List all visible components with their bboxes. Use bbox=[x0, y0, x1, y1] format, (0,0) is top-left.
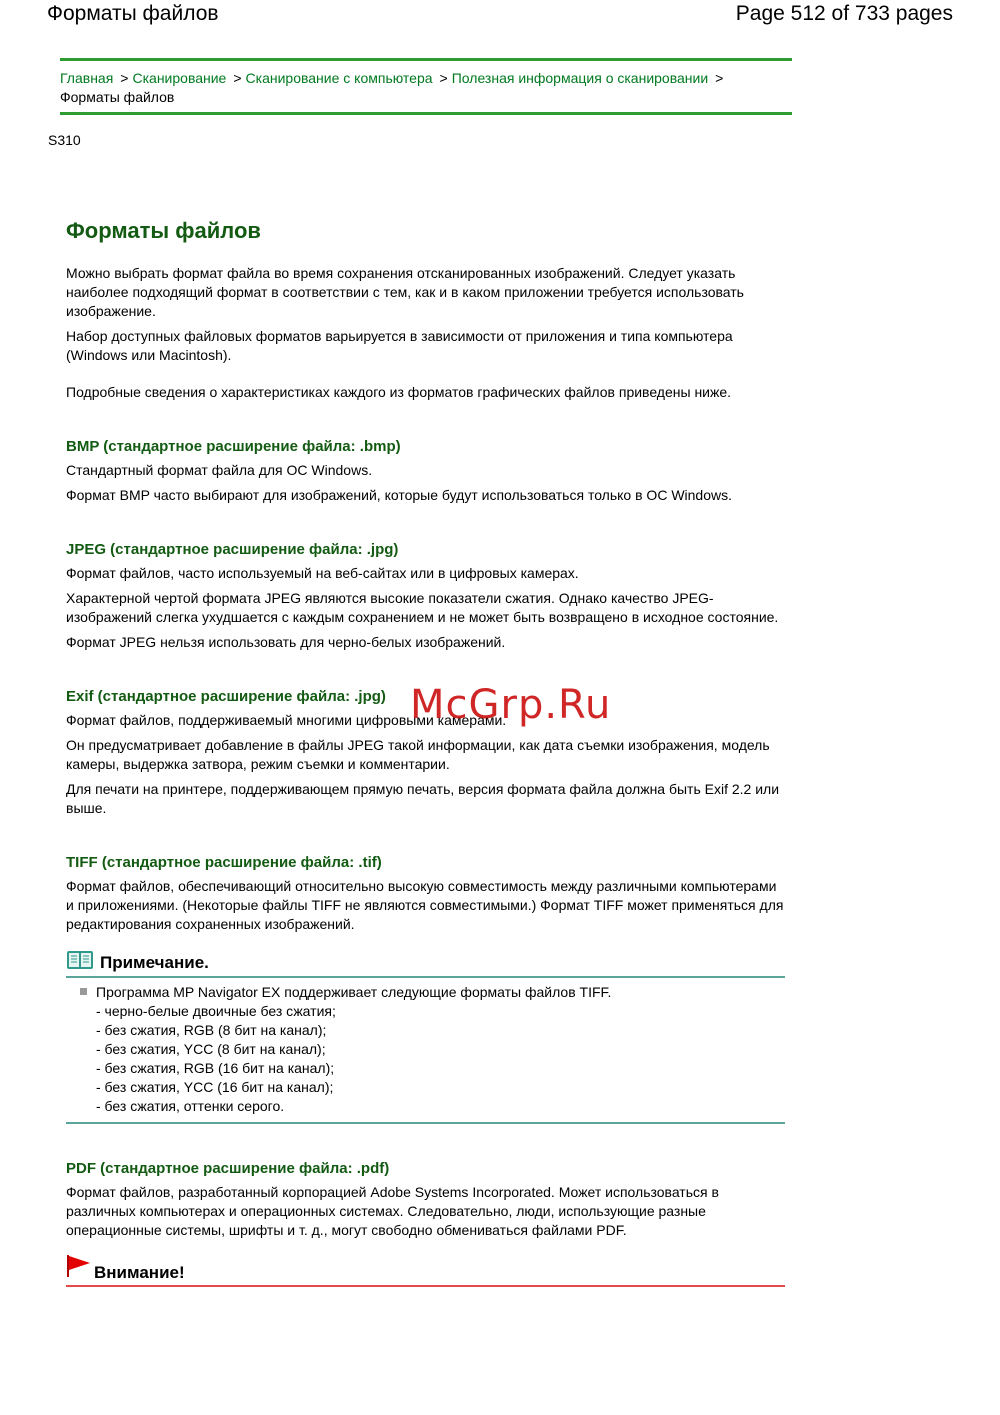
note-title: Примечание. bbox=[100, 952, 209, 972]
note-header bbox=[66, 950, 785, 978]
section-title: Exif (стандартное расширение файла: .jpg) bbox=[66, 688, 386, 705]
section-paragraph: Характерной чертой формата JPEG являются высокие показатели сжатия. Однако качество JPEG-изображений слегка ухудшается с каждым сохранением и не может быть возвращено в исходное состояние. bbox=[66, 590, 779, 625]
section-paragraph: Формат файлов, разработанный корпорацией Adobe Systems Incorporated. Может использоваться в различных компьютерах и операционных системах. Следовательно, люди, использующие разные операционные системы, шрифты и т. д., могут свободно обмениваться файлами PDF. bbox=[66, 1184, 719, 1238]
page-title: Форматы файлов bbox=[47, 2, 219, 25]
section-title: JPEG (стандартное расширение файла: .jpg) bbox=[66, 541, 399, 558]
note-body bbox=[66, 978, 785, 1124]
intro-paragraph: Можно выбрать формат файла во время сохранения отсканированных изображений. Следует указать наиболее подходящий формат в соответствии с тем, как и в каком приложении требуется использовать изображение. bbox=[66, 265, 744, 319]
note-sub-item: - без сжатия, RGB (8 бит на канал); bbox=[96, 1022, 327, 1038]
note-item-text: Программа MP Navigator EX поддерживает следующие форматы файлов TIFF. bbox=[96, 984, 612, 1000]
section-title: BMP (стандартное расширение файла: .bmp) bbox=[66, 438, 401, 455]
warning-header bbox=[66, 1254, 785, 1287]
square-bullet-icon bbox=[80, 988, 87, 995]
section-paragraph: Формат JPEG нельзя использовать для черно-белых изображений. bbox=[66, 634, 506, 650]
book-icon bbox=[66, 950, 94, 975]
note-sub-item: - черно-белые двоичные без сжатия; bbox=[96, 1003, 336, 1019]
watermark: McGrp.Ru bbox=[410, 682, 612, 728]
breadcrumb-separator: > bbox=[233, 70, 242, 86]
note-sub-item: - без сжатия, YCC (8 бит на канал); bbox=[96, 1041, 326, 1057]
section-jpeg bbox=[66, 541, 786, 652]
page-count: Page 512 of 733 pages bbox=[735, 2, 953, 25]
breadcrumb-current: Форматы файлов bbox=[60, 89, 175, 105]
section-paragraph: Он предусматривает добавление в файлы JPEG такой информации, как дата съемки изображения, модель камеры, выдержка затвора, режим съемки и комментарии. bbox=[66, 737, 770, 772]
doc-code: S310 bbox=[48, 132, 81, 148]
main-content bbox=[66, 218, 786, 1287]
main-heading: Форматы файлов bbox=[66, 218, 261, 243]
red-flag-icon bbox=[66, 1254, 92, 1283]
note-box bbox=[66, 950, 786, 1124]
breadcrumb-link-home[interactable]: Главная bbox=[60, 70, 114, 86]
section-title: PDF (стандартное расширение файла: .pdf) bbox=[66, 1160, 390, 1177]
intro-paragraph: Подробные сведения о характеристиках каждого из форматов графических файлов приведены ниже. bbox=[66, 384, 732, 400]
breadcrumb-link-scan-from-computer[interactable]: Сканирование с компьютера bbox=[245, 70, 433, 86]
section-paragraph: Формат файлов, часто используемый на веб-сайтах или в цифровых камерах. bbox=[66, 565, 579, 581]
section-tiff bbox=[66, 854, 786, 934]
section-paragraph: Стандартный формат файла для ОС Windows. bbox=[66, 462, 373, 478]
breadcrumb bbox=[60, 58, 792, 115]
section-paragraph: Формат файлов, обеспечивающий относительно высокую совместимость между различными компьютерами и приложениями. (Некоторые файлы TIFF не являются совместимыми.) Формат TIFF может применяться для редактирования сохраненных изображений. bbox=[66, 878, 784, 932]
section-pdf bbox=[66, 1160, 786, 1240]
breadcrumb-separator: > bbox=[120, 70, 129, 86]
note-sub-item: - без сжатия, оттенки серого. bbox=[96, 1098, 285, 1114]
breadcrumb-separator: > bbox=[439, 70, 448, 86]
breadcrumb-link-useful-info[interactable]: Полезная информация о сканировании bbox=[451, 70, 709, 86]
section-paragraph: Формат BMP часто выбирают для изображений, которые будут использоваться только в ОС Windows. bbox=[66, 487, 733, 503]
section-paragraph: Для печати на принтере, поддерживающем прямую печать, версия формата файла должна быть Exif 2.2 или выше. bbox=[66, 781, 780, 816]
note-item bbox=[78, 983, 785, 1002]
intro-paragraph: Набор доступных файловых форматов варьируется в зависимости от приложения и типа компьютера (Windows или Macintosh). bbox=[66, 328, 733, 363]
warning-box bbox=[66, 1254, 786, 1287]
section-bmp bbox=[66, 438, 786, 505]
breadcrumb-link-scanning[interactable]: Сканирование bbox=[132, 70, 227, 86]
warning-title: Внимание! bbox=[94, 1263, 185, 1282]
breadcrumb-separator: > bbox=[715, 70, 724, 86]
section-title: TIFF (стандартное расширение файла: .tif) bbox=[66, 854, 382, 871]
note-sub-item: - без сжатия, RGB (16 бит на канал); bbox=[96, 1060, 335, 1076]
note-sub-item: - без сжатия, YCC (16 бит на канал); bbox=[96, 1079, 334, 1095]
section-paragraph: Формат файлов, поддерживаемый многими цифровыми камерами. bbox=[66, 712, 507, 728]
